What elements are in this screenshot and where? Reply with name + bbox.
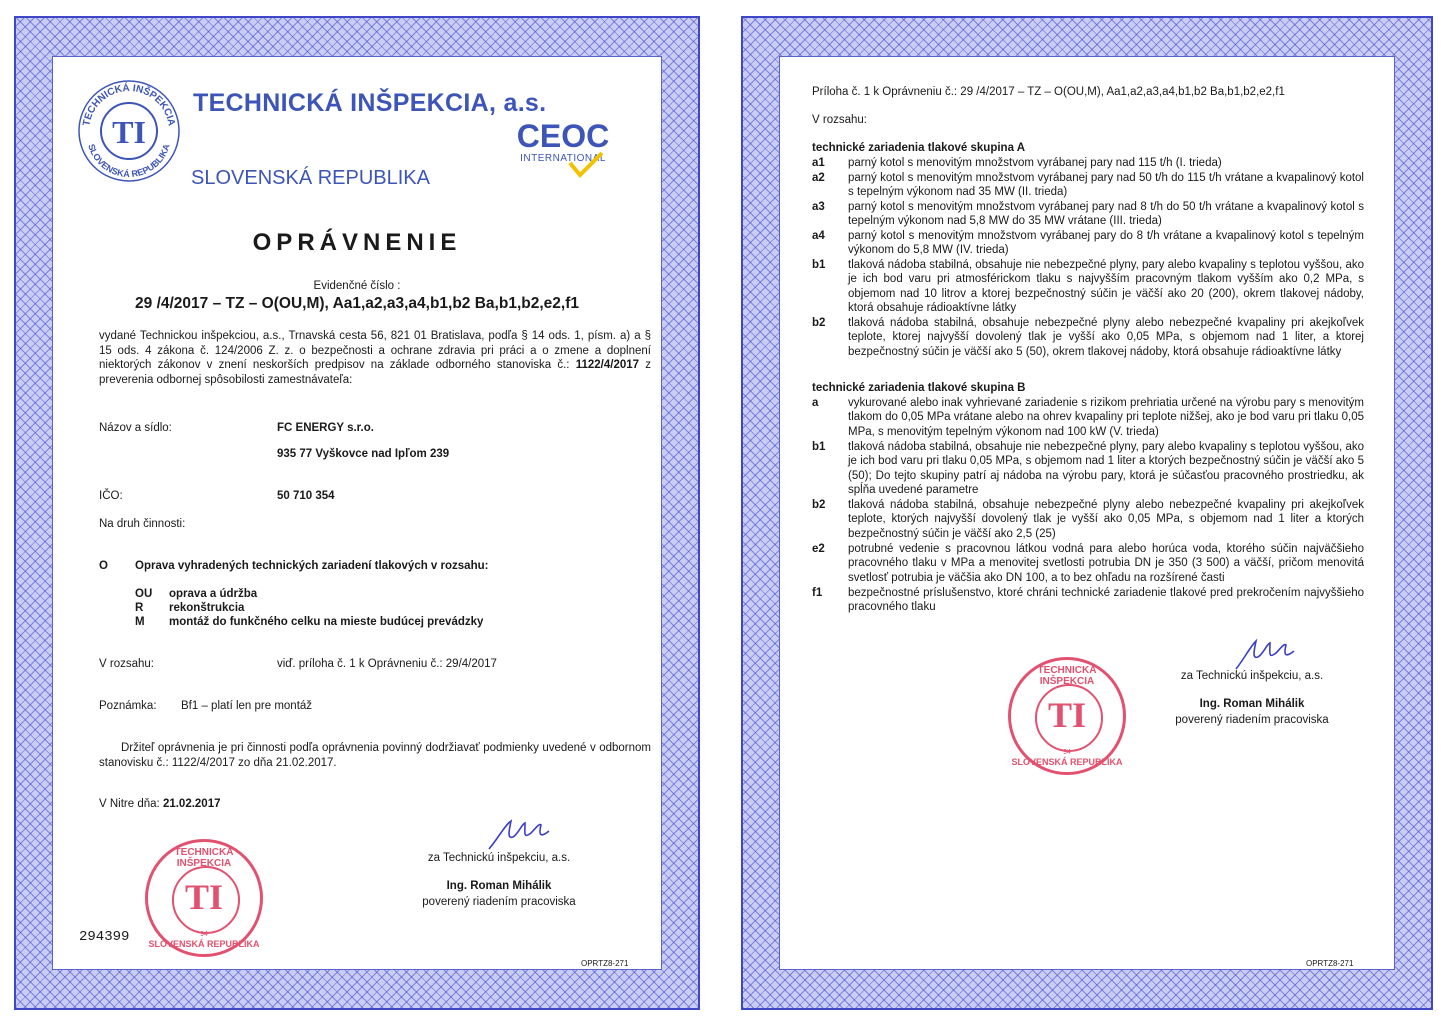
- ceoc-text: CEOC: [516, 118, 610, 154]
- place-date: [99, 797, 221, 812]
- activity-code: O: [99, 560, 108, 572]
- place-date-value: 21.02.2017: [162, 798, 221, 810]
- item-code: b1: [812, 258, 826, 271]
- seal-top-text: TECHNICKÁ INŠPEKCIA: [1037, 665, 1097, 687]
- scope-label: V rozsahu:: [99, 658, 154, 670]
- item-text: tlaková nádoba stabilná, obsahuje nie nebezpečné plyny, pary alebo kvapaliny s teplotou vyššou, ako je ich bod varu pri atmosférickom tlaku s najvyšším pracovným tlakom vyšším ako 0,2 MPa, s objemom nad 10 litrov a ktorej bezpečnostný súčin je väčší ako 20 (200), okrem tlakovej nádoby, ktorá obsahuje rádioaktívne látky: [848, 258, 1364, 314]
- certificate-page: [14, 16, 700, 1010]
- item-code: a: [812, 396, 819, 409]
- seal-bottom-text: SLOVENSKÁ REPUBLIKA: [1011, 757, 1123, 767]
- list-item: [812, 316, 1366, 374]
- intro-paragraph: [99, 329, 651, 387]
- item-code: a4: [812, 229, 825, 242]
- activity-item-code: M: [135, 616, 145, 628]
- item-text: bezpečnostné príslušenstvo, ktoré chráni technické zariadenie tlakové pred prekročením najvyššieho pracovného tlaku: [848, 586, 1364, 613]
- form-code: OPRTZ8-271: [581, 959, 629, 968]
- checkmark-icon: [566, 149, 606, 179]
- signer-role: poverený riadením pracoviska: [422, 896, 576, 908]
- group-b-title: technické zariadenia tlakové skupina B: [812, 382, 1026, 394]
- evidence-label: Evidenčné číslo :: [313, 280, 401, 292]
- signer-name: Ing. Roman Mihálik: [1199, 698, 1305, 710]
- item-text: tlaková nádoba stabilná, obsahuje nebezpečné plyny alebo nebezpečné kvapaliny pri akejkoľvek teplote, ktorých najvyšší dovolený tlak je vyšší ako 0,05 MPa, s objemom nad 1 liter a ktorých bezpečnostný súčin je väčší ako 2,5 (25): [848, 498, 1364, 540]
- seal-top-text: TECHNICKÁ INŠPEKCIA: [174, 847, 234, 869]
- activity-item-code: R: [135, 602, 144, 614]
- item-code: a1: [812, 156, 825, 169]
- activity-item-code: OU: [135, 588, 153, 600]
- annex-scope-label: V rozsahu:: [812, 114, 867, 126]
- list-item: [812, 396, 1366, 440]
- list-item: [812, 156, 1366, 171]
- item-text: parný kotol s menovitým množstvom vyrábanej pary nad 50 t/h do 115 t/h vrátane a kvapalinový kotol s tepelným výkonom nad 35 MW (II. trieda): [848, 171, 1364, 198]
- intro-end-text: z preverenia odbornej spôsobilosti zamestnávateľa:: [99, 359, 651, 386]
- item-code: a3: [812, 200, 825, 213]
- annex-content: [779, 56, 1395, 970]
- activity-item-text: oprava a údržba: [169, 588, 258, 600]
- ico-value: 50 710 354: [277, 490, 335, 502]
- seal-bottom-text: SLOVENSKÁ REPUBLIKA: [148, 939, 260, 949]
- list-item: [812, 229, 1366, 258]
- for-ti-text: za Technickú inšpekciu, a.s.: [1180, 670, 1324, 682]
- item-code: a2: [812, 171, 825, 184]
- serial-number: 294399: [79, 929, 130, 945]
- ti-logo-icon: [77, 79, 181, 183]
- ceoc-subtext: INTERNATIONAL: [520, 153, 606, 164]
- item-code: e2: [812, 542, 825, 555]
- item-text: parný kotol s menovitým množstvom vyrábanej pary nad 115 t/h (I. trieda): [848, 156, 1222, 169]
- country-name: SLOVENSKÁ REPUBLIKA: [191, 167, 430, 189]
- activity-item-text: rekonštrukcia: [169, 602, 245, 614]
- list-item: [812, 542, 1366, 586]
- item-code: f1: [812, 586, 823, 599]
- seal-letters: TI: [184, 877, 224, 917]
- item-text: vykurované alebo inak vyhrievané zariadenie s rizikom prehriatia určené na výrobu pary s menovitým tlakom do 0,05 MPa vrátane alebo na ohrev kvapaliny pri teplote nižšej, ako je bod varu pri tlaku 0,05 MPa, s menovitým tepelným výkonom nad 100 kW (V. trieda): [848, 396, 1364, 438]
- company-name: TECHNICKÁ INŠPEKCIA, a.s.: [193, 89, 547, 117]
- ceoc-logo: [508, 119, 618, 164]
- list-item: [812, 258, 1366, 316]
- holder-paragraph: Držiteľ oprávnenia je pri činnosti podľa oprávnenia povinný dodržiavať podmienky uvedené v odbornom stanovisku č.: 1122/4/2017 zo dňa 21.02.2017.: [99, 742, 651, 769]
- logo-top-text: TECHNICKÁ INŠPEKCIA: [81, 82, 177, 128]
- activity-item-text: montáž do funkčného celku na mieste budúcej prevádzky: [169, 616, 484, 628]
- list-item: [812, 171, 1366, 200]
- note-label: Poznámka:: [99, 700, 157, 712]
- seal-year: 94: [200, 931, 208, 938]
- item-code: b2: [812, 316, 826, 329]
- item-text: parný kotol s menovitým množstvom vyrábanej pary nad 8 t/h do 50 t/h vrátane a kvapalinový kotol s tepelným výkonom nad 5,8 MW do 35 MW vrátane (III. trieda): [848, 200, 1364, 227]
- group-a-section: [812, 141, 1366, 374]
- address-value: 935 77 Vyškovce nad Ipľom 239: [277, 448, 450, 460]
- evidence-number: 29 /4/2017 – TZ – O(OU,M), Aa1,a2,a3,a4,b1,b2 Ba,b1,b2,e2,f1: [135, 295, 579, 312]
- seal-year: 94: [1063, 749, 1071, 756]
- logo-bottom-text: SLOVENSKÁ REPUBLIKA: [86, 142, 172, 180]
- annex-page: [741, 16, 1433, 1010]
- annex-header: Príloha č. 1 k Oprávneniu č.: 29 /4/2017 – TZ – O(OU,M), Aa1,a2,a3,a4,b1,b2 Ba,b1,b2,e2,f1: [812, 86, 1285, 98]
- name-label: Názov a sídlo:: [99, 422, 172, 434]
- logo-letters: TI: [112, 114, 146, 150]
- place-date-label: V Nitre dňa:: [99, 798, 160, 810]
- item-code: b2: [812, 498, 826, 511]
- item-text: parný kotol s menovitým množstvom vyrábanej pary do 8 t/h vrátane a kvapalinový kotol s tepelným výkonom do 5,8 MW (IV. trieda): [848, 229, 1364, 256]
- signer-name: Ing. Roman Mihálik: [446, 880, 552, 892]
- form-code: OPRTZ8-271: [1306, 959, 1354, 968]
- ico-label: IČO:: [99, 490, 123, 502]
- note-value: Bf1 – platí len pre montáž: [181, 700, 313, 712]
- item-text: tlaková nádoba stabilná, obsahuje nie nebezpečné plyny, pary alebo kvapaliny s teplotou vyššou, ako je ich bod varu pri tlaku 0,05 MPa, s objemom nad 1 liter a ktorých bezpečnostný súčin je väčší ako 5 (50); Do tejto skupiny patrí aj nádoba na výrobu pary, ktorá je súčasťou pracovného prostriedku, ak spĺňa uvedené parametre: [848, 440, 1364, 496]
- signer-role: poverený riadením pracoviska: [1175, 714, 1329, 726]
- seal-letters: TI: [1047, 695, 1087, 735]
- activity-text: Oprava vyhradených technických zariadení tlakových v rozsahu:: [135, 560, 489, 572]
- certificate-content: [52, 56, 662, 970]
- seal-stamp-icon: [145, 839, 263, 957]
- item-text: potrubné vedenie s pracovnou látkou vodná para alebo horúca voda, ktorého súčin najväčšieho pracovného tlaku v MPa a menovitej svetlosti potrubia DN je 350 (3 500) a väčší, pričom menovitá svetlosť potrubia je väčšia ako DN 100, a to bez ohľadu na rozšírené časti: [848, 542, 1364, 584]
- list-item: [812, 440, 1366, 498]
- scope-value: viď. príloha č. 1 k Oprávneniu č.: 29/4/2017: [277, 658, 497, 670]
- for-ti-text: za Technickú inšpekciu, a.s.: [427, 852, 571, 864]
- item-code: b1: [812, 440, 826, 453]
- activity-label: Na druh činnosti:: [99, 518, 186, 530]
- group-a-title: technické zariadenia tlakové skupina A: [812, 142, 1026, 154]
- list-item: [812, 586, 1366, 615]
- list-item: [812, 200, 1366, 229]
- document-title: OPRÁVNENIE: [252, 229, 462, 256]
- group-b-section: [812, 381, 1366, 615]
- seal-stamp-icon: [1008, 657, 1126, 775]
- signature-icon: [483, 815, 573, 855]
- item-text: tlaková nádoba stabilná, obsahuje nebezpečné plyny alebo nebezpečné kvapaliny pri akejkoľvek teplote, ktorej najvyšší dovolený tlak je vyšší ako 0,05 MPa, s objemom nad 1 liter, a ktorej bezpečnostný súčin je väčší ako 5 (50), okrem tlakovej nádoby, ktorá obsahuje rádioaktívne látky: [848, 316, 1364, 358]
- intro-text: vydané Technickou inšpekciou, a.s., Trnavská cesta 56, 821 01 Bratislava, podľa § 14 ods. 1, písm. a) a § 15 ods. 4 zákona č. 124/2006 Z. z. o bezpečnosti a ochrane zdravia pri práci a o zmene a doplnení niektorých zákonov v znení neskorších predpisov na základe odborného stanoviska č.:: [99, 330, 651, 371]
- company-value: FC ENERGY s.r.o.: [277, 422, 374, 434]
- intro-opinion-number: 1122/4/2017: [575, 359, 640, 371]
- list-item: [812, 498, 1366, 542]
